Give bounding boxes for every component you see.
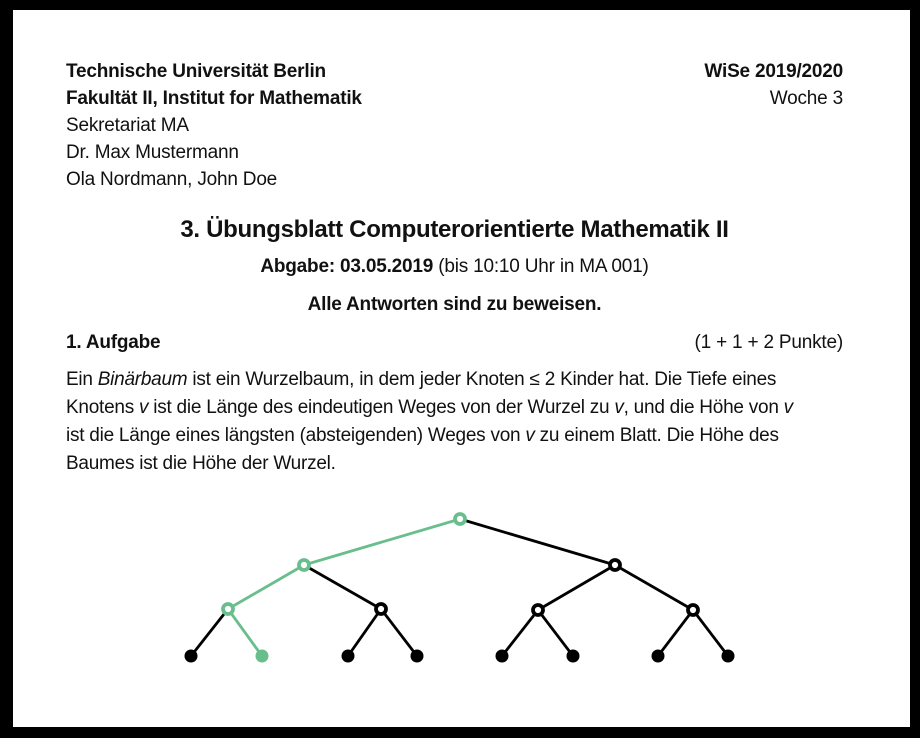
assistants-line: Ola Nordmann, John Doe xyxy=(66,169,278,190)
tree-edge-d-l3 xyxy=(348,609,381,656)
tree-edge-f-l8 xyxy=(693,610,728,656)
header-institution-block xyxy=(66,58,362,193)
notice-line: Alle Antworten sind zu beweisen. xyxy=(307,294,602,315)
text-segment-italic: v xyxy=(525,425,535,446)
tree-node-l8 xyxy=(722,650,735,663)
paragraph-line-4 xyxy=(66,450,843,478)
due-date: Abgabe: 03.05.2019 xyxy=(260,256,434,277)
text-segment: , und die Höhe von xyxy=(623,397,784,418)
exercise-sheet xyxy=(13,10,910,727)
text-segment-italic: v xyxy=(783,397,793,418)
due-line xyxy=(66,253,843,280)
tree-node-root xyxy=(455,514,465,524)
tree-edge-root-b xyxy=(460,519,615,565)
secretariat-line: Sekretariat MA xyxy=(66,115,189,136)
text-segment-italic: Binärbaum xyxy=(97,369,188,390)
tree-node-l7 xyxy=(652,650,665,663)
due-details: (bis 10:10 Uhr in MA 001) xyxy=(433,256,649,277)
lecturer-line: Dr. Max Mustermann xyxy=(66,142,239,163)
tree-node-d xyxy=(376,604,386,614)
tree-edge-c-l2 xyxy=(228,609,262,656)
text-segment: Ein xyxy=(66,369,98,390)
tree-node-l5 xyxy=(496,650,509,663)
tree-edge-b-e xyxy=(538,565,615,610)
tree-edge-e-l6 xyxy=(538,610,573,656)
week-line: Woche 3 xyxy=(769,88,843,109)
points-label: (1 + 1 + 2 Punkte) xyxy=(694,332,843,353)
tree-node-l2 xyxy=(256,650,269,663)
text-segment: zu einem Blatt. Die Höhe des xyxy=(534,425,779,446)
tree-edge-f-l7 xyxy=(658,610,693,656)
tree-edge-c-l1 xyxy=(191,609,228,656)
tree-edge-a-c xyxy=(228,565,304,609)
tree-edge-d-l4 xyxy=(381,609,417,656)
institution-name-line: Technische Universität Berlin xyxy=(66,61,326,82)
tree-node-l6 xyxy=(567,650,580,663)
text-segment-italic: v xyxy=(139,397,149,418)
tree-node-b xyxy=(610,560,620,570)
text-segment: ist die Länge eines längsten (absteigenden) Weges von xyxy=(66,425,526,446)
tree-node-c xyxy=(223,604,233,614)
tree-edge-e-l5 xyxy=(502,610,538,656)
paragraph-line-1 xyxy=(66,366,843,394)
tree-node-e xyxy=(533,605,543,615)
tree-node-a xyxy=(299,560,309,570)
tree-node-l1 xyxy=(185,650,198,663)
paragraph-line-3 xyxy=(66,422,843,450)
text-segment: Knotens xyxy=(66,397,139,418)
paragraph xyxy=(66,366,843,478)
text-segment: ist die Länge des eindeutigen Weges von der Wurzel zu xyxy=(148,397,615,418)
paragraph-line-2 xyxy=(66,394,843,422)
semester-line: WiSe 2019/2020 xyxy=(704,61,843,82)
page-title: 3. Übungsblatt Computerorientierte Mathematik II xyxy=(180,216,729,243)
tree-edge-a-d xyxy=(304,565,381,609)
tree-edge-b-f xyxy=(615,565,693,610)
exercise-heading: 1. Aufgabe xyxy=(66,332,161,353)
tree-node-f xyxy=(688,605,698,615)
text-segment: ist ein Wurzelbaum, in dem jeder Knoten ≤ 2 Kinder hat. Die Tiefe eines xyxy=(187,369,777,390)
tree-edge-root-a xyxy=(304,519,460,565)
tree-node-l3 xyxy=(342,650,355,663)
text-segment-italic: v xyxy=(614,397,624,418)
sheet-content xyxy=(13,10,910,478)
text-segment: Baumes ist die Höhe der Wurzel. xyxy=(66,453,336,474)
sheet-header xyxy=(66,58,843,193)
exercise-heading-row xyxy=(66,329,843,356)
tree-node-l4 xyxy=(411,650,424,663)
faculty-line: Fakultät II, Institut for Mathematik xyxy=(66,88,362,109)
header-semester-block xyxy=(704,58,843,112)
